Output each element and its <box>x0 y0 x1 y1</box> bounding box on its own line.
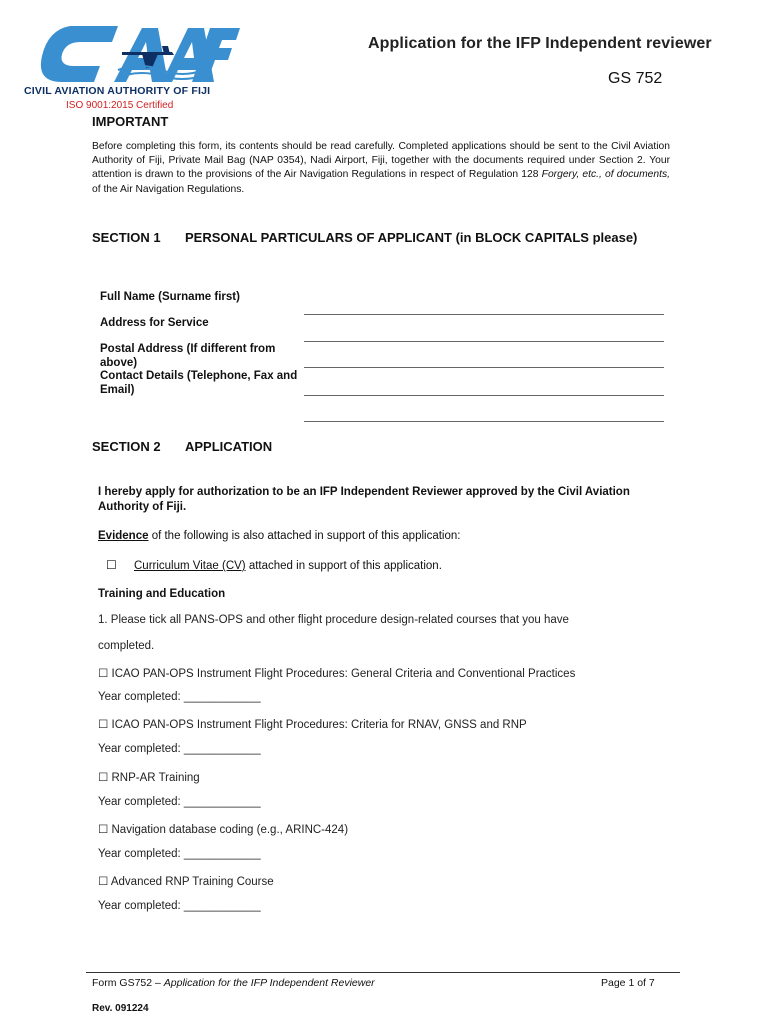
intro-text-end: of the Air Navigation Regulations. <box>92 183 245 195</box>
training-question-cont: completed. <box>98 640 155 652</box>
course-checkbox-advanced-rnp[interactable]: ☐ Advanced RNP Training Course <box>98 876 274 888</box>
footer-divider <box>86 972 680 973</box>
evidence-word: Evidence <box>98 530 149 542</box>
course-year-rnp-ar[interactable]: Year completed: ____________ <box>98 796 261 808</box>
cv-line <box>134 560 442 572</box>
course-year-rnav[interactable]: Year completed: ____________ <box>98 743 261 755</box>
iso-cert: ISO 9001:2015 Certified <box>66 100 174 111</box>
important-text <box>92 140 670 197</box>
section1-title: PERSONAL PARTICULARS OF APPLICANT (in BLOCK CAPITALS please) <box>185 230 638 245</box>
footer-form-prefix: Form GS752 – <box>92 977 164 989</box>
document-title: Application for the IFP Independent reviewer <box>368 35 712 52</box>
logo-lettering: CAAF <box>22 8 25 9</box>
section1-heading <box>92 229 670 247</box>
page-number: Page 1 of 7 <box>601 977 655 989</box>
intro-text-main: Before completing this form, its contents should be read carefully. Completed applications should be sent to the Civil Aviation Authority of Fiji, Private Mail Bag (NAP 0354), Nadi Airport, Fiji, together with the documents required under Section 2. Your attention is drawn to the provisions of the Air Navigation Regulations in respect of Regulation 128 <box>92 141 670 181</box>
evidence-line <box>98 530 460 542</box>
cv-checkbox[interactable]: ☐ <box>106 558 117 572</box>
field-input-extra[interactable] <box>304 421 664 422</box>
course-checkbox-general[interactable]: ☐ ICAO PAN-OPS Instrument Flight Procedures: General Criteria and Conventional Practices <box>98 668 576 680</box>
revision-label: Rev. 091224 <box>92 1003 149 1014</box>
field-label-postal: Postal Address (If different from above) <box>100 343 276 369</box>
section2-number: SECTION 2 <box>92 439 161 454</box>
course-checkbox-rnp-ar[interactable]: ☐ RNP-AR Training <box>98 772 200 784</box>
field-label-contact: Contact Details (Telephone, Fax and Email) <box>100 370 298 396</box>
section2-heading <box>92 439 272 454</box>
training-heading: Training and Education <box>98 588 226 600</box>
form-code: GS 752 <box>608 70 663 87</box>
footer-form-label <box>92 977 375 989</box>
org-name: CIVIL AVIATION AUTHORITY OF FIJI <box>24 85 211 97</box>
cv-link[interactable]: Curriculum Vitae (CV) <box>134 560 246 572</box>
field-input-contact[interactable] <box>304 395 664 396</box>
footer-form-title: Application for the IFP Independent Reviewer <box>163 977 375 989</box>
cv-text: attached in support of this application. <box>245 560 442 572</box>
course-checkbox-rnav[interactable]: ☐ ICAO PAN-OPS Instrument Flight Procedures: Criteria for RNAV, GNSS and RNP <box>98 719 527 731</box>
field-label-full-name: Full Name (Surname first) <box>100 291 240 303</box>
course-year-advanced-rnp[interactable]: Year completed: ____________ <box>98 900 261 912</box>
field-input-full-name[interactable] <box>304 314 664 315</box>
declaration-text: I hereby apply for authorization to be an IFP Independent Reviewer approved by the Civil Aviation Authority of Fiji. <box>98 486 630 513</box>
section1-number: SECTION 1 <box>92 230 161 245</box>
intro-text-italic: Forgery, etc., of documents, <box>541 169 671 181</box>
section2-title: APPLICATION <box>185 439 273 454</box>
field-input-postal[interactable] <box>304 367 664 368</box>
course-checkbox-database[interactable]: ☐ Navigation database coding (e.g., ARINC-424) <box>98 824 349 836</box>
course-year-database[interactable]: Year completed: ____________ <box>98 848 261 860</box>
field-input-address[interactable] <box>304 341 664 342</box>
evidence-text: of the following is also attached in support of this application: <box>148 530 461 542</box>
training-question: 1. Please tick all PANS-OPS and other flight procedure design-related courses that you have <box>98 614 569 626</box>
course-year-general[interactable]: Year completed: ____________ <box>98 691 261 703</box>
important-heading: IMPORTANT <box>92 114 169 129</box>
field-label-address: Address for Service <box>100 317 209 329</box>
